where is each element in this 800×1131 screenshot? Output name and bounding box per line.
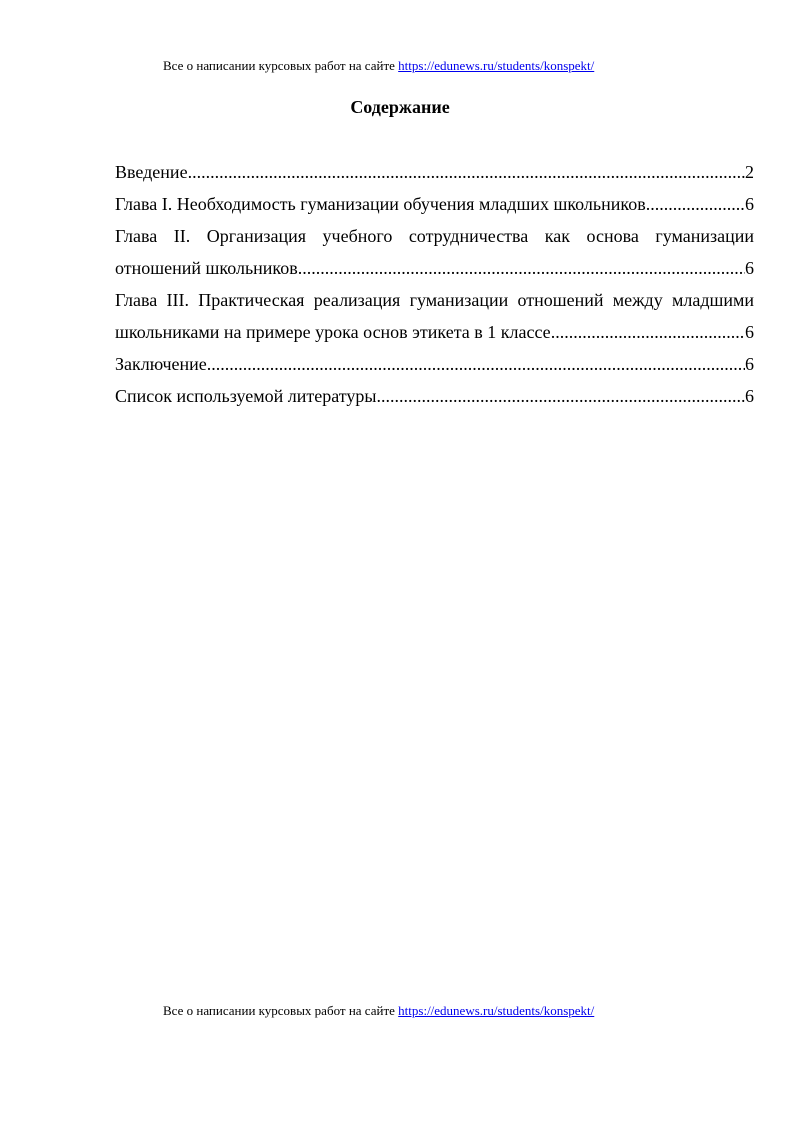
toc-page-number: 6 <box>745 258 754 278</box>
page-header <box>163 58 763 74</box>
toc-entry-chapter-2[interactable] <box>115 220 754 284</box>
dot-leader <box>298 252 745 284</box>
header-text: Все о написании курсовых работ на сайте <box>163 58 399 73</box>
toc-page-number: 2 <box>745 162 754 182</box>
toc-entry-introduction[interactable] <box>115 156 754 188</box>
toc-page-number: 6 <box>745 386 754 406</box>
toc-entry-bibliography[interactable] <box>115 380 754 412</box>
toc-entry-label: Список используемой литературы <box>115 386 377 406</box>
footer-text: Все о написании курсовых работ на сайте <box>163 1003 399 1018</box>
toc-entry-label: отношений школьников <box>115 258 298 278</box>
toc-entry-chapter-1[interactable] <box>115 188 754 220</box>
toc-entry-first-line: Глава II. Организация учебного сотрудничества как основа гуманизации <box>115 226 754 246</box>
toc-page-number: 6 <box>745 354 754 374</box>
page-footer <box>163 1003 763 1019</box>
footer-link[interactable]: https://edunews.ru/students/konspekt/ <box>398 1003 595 1018</box>
header-link[interactable]: https://edunews.ru/students/konspekt/ <box>398 58 595 73</box>
table-of-contents <box>115 156 754 412</box>
toc-entry-label: школьниками на примере урока основ этикета в 1 классе <box>115 322 551 342</box>
toc-page-number: 6 <box>745 194 754 214</box>
toc-entry-chapter-3[interactable] <box>115 284 754 348</box>
toc-entry-label: Заключение <box>115 354 207 374</box>
toc-title: Содержание <box>350 97 450 117</box>
dot-leader <box>188 156 745 188</box>
toc-page-number: 6 <box>745 322 754 342</box>
dot-leader <box>207 348 745 380</box>
toc-entry-label: Глава I. Необходимость гуманизации обучения младших школьников <box>115 194 646 214</box>
dot-leader <box>376 380 745 412</box>
toc-entry-first-line: Глава III. Практическая реализация гуманизации отношений между младшими <box>115 290 754 310</box>
toc-entry-label: Введение <box>115 162 188 182</box>
dot-leader <box>551 316 745 348</box>
toc-entry-conclusion[interactable] <box>115 348 754 380</box>
dot-leader <box>646 188 745 220</box>
